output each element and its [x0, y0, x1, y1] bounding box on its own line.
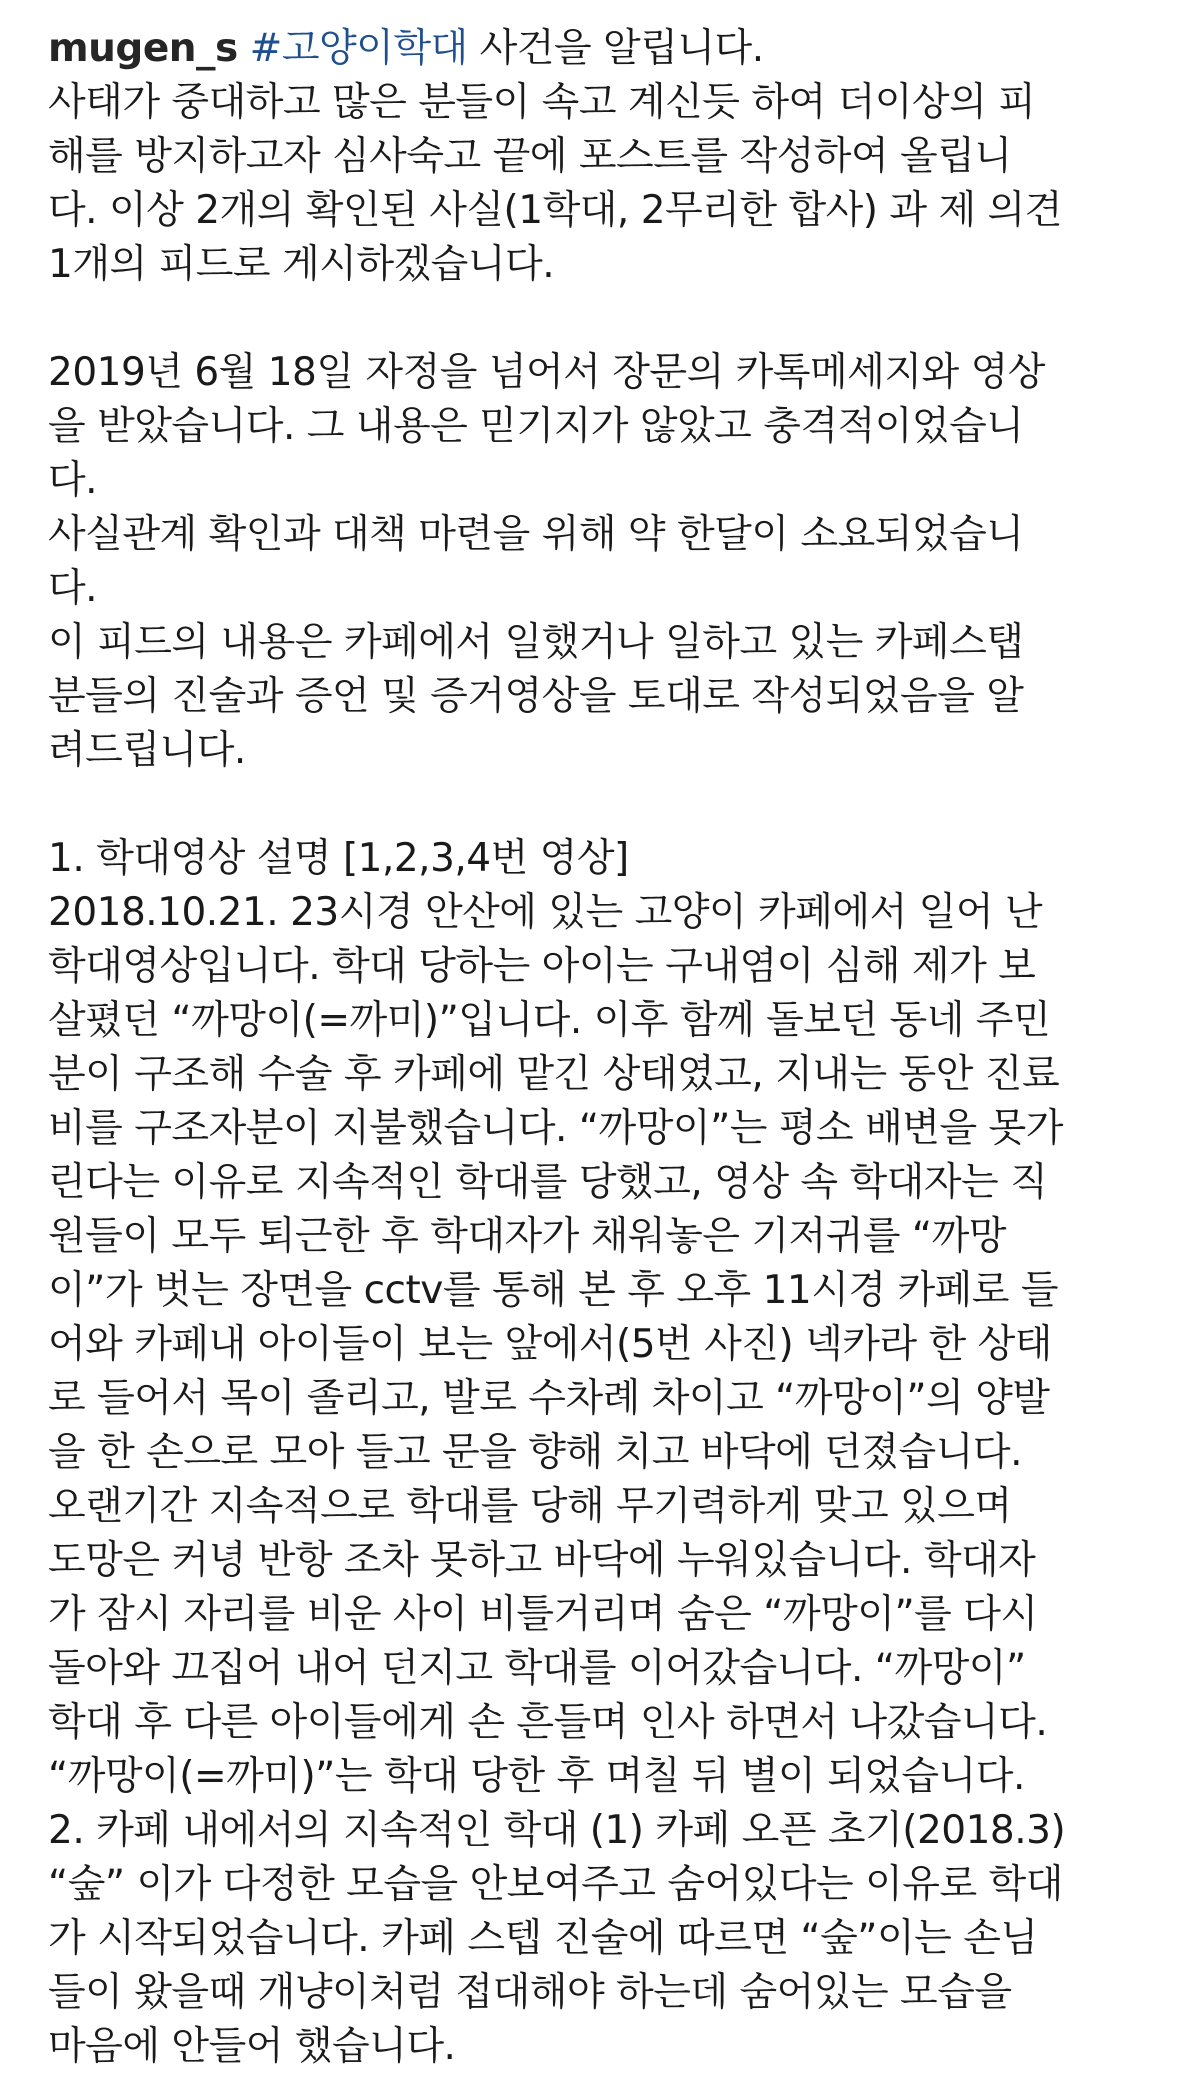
caption-line: 1. 학대영상 설명 [1,2,3,4번 영상] [48, 836, 629, 881]
caption-line: “숲” 이가 다정한 모습을 안보여주고 숨어있다는 이유로 학대 [48, 1862, 1063, 1907]
caption-line: 살폈던 “까망이(=까미)”입니다. 이후 함께 돌보던 동네 주민 [48, 998, 1051, 1043]
caption-line: 1개의 피드로 게시하겠습니다. [48, 242, 555, 287]
paragraph-break [48, 292, 1168, 346]
caption-line: 도망은 커녕 반항 조차 못하고 바닥에 누워있습니다. 학대자 [48, 1538, 1036, 1583]
caption-line: 가 잠시 자리를 비운 사이 비틀거리며 숨은 “까망이”를 다시 [48, 1592, 1038, 1637]
caption-line: 가 시작되었습니다. 카페 스텝 진술에 따르면 “숲”이는 손님 [48, 1916, 1038, 1961]
caption-line: 사실관계 확인과 대책 마련을 위해 약 한달이 소요되었습니 [48, 512, 1024, 557]
caption-line: 이 피드의 내용은 카페에서 일했거나 일하고 있는 카페스탭 [48, 620, 1024, 665]
caption-line: 마음에 안들어 했습니다. [48, 2024, 456, 2069]
caption-line: 린다는 이유로 지속적인 학대를 당했고, 영상 속 학대자는 직 [48, 1160, 1048, 1205]
caption-line: 해를 방지하고자 심사숙고 끝에 포스트를 작성하여 올립니 [48, 134, 1012, 179]
caption-line: 분이 구조해 수술 후 카페에 맡긴 상태였고, 지내는 동안 진료 [48, 1052, 1060, 1097]
caption-line: 로 들어서 목이 졸리고, 발로 수차례 차이고 “까망이”의 양발 [48, 1376, 1050, 1421]
caption-line: 다. 이상 2개의 확인된 사실(1학대, 2무리한 합사) 과 제 의견 [48, 188, 1062, 233]
caption-line: 학대 후 다른 아이들에게 손 흔들며 인사 하면서 나갔습니다. [48, 1700, 1048, 1745]
caption-body [48, 76, 1168, 2074]
paragraph-break [48, 778, 1168, 832]
caption-line: 오랜기간 지속적으로 학대를 당해 무기력하게 맞고 있으며 [48, 1484, 1012, 1529]
caption-line: 사태가 중대하고 많은 분들이 속고 계신듯 하여 더이상의 피 [48, 80, 1036, 125]
caption-line: 다. [48, 566, 98, 611]
caption-line: 다. [48, 458, 98, 503]
caption-line: 학대영상입니다. 학대 당하는 아이는 구내염이 심해 제가 보 [48, 944, 1036, 989]
caption-line: 2. 카페 내에서의 지속적인 학대 (1) 카페 오픈 초기(2018.3) [48, 1808, 1066, 1853]
caption-line: 어와 카페내 아이들이 보는 앞에서(5번 사진) 넥카라 한 상태 [48, 1322, 1052, 1367]
caption-text: 사건을 알립니다. [467, 26, 764, 71]
caption-line: 이”가 벗는 장면을 cctv를 통해 본 후 오후 11시경 카페로 들 [48, 1268, 1059, 1313]
caption-line: “까망이(=까미)”는 학대 당한 후 며칠 뒤 별이 되었습니다. [48, 1754, 1025, 1799]
post-caption [48, 22, 1168, 2074]
caption-line: 돌아와 끄집어 내어 던지고 학대를 이어갔습니다. “까망이” [48, 1646, 1026, 1691]
caption-line: 들이 왔을때 개냥이처럼 접대해야 하는데 숨어있는 모습을 [48, 1970, 1012, 2015]
caption-first-line [48, 22, 1168, 76]
caption-line: 비를 구조자분이 지불했습니다. “까망이”는 평소 배변을 못가 [48, 1106, 1063, 1151]
caption-line: 분들의 진술과 증언 및 증거영상을 토대로 작성되었음을 알 [48, 674, 1024, 719]
username-link[interactable]: mugen_s [48, 26, 238, 71]
caption-line: 2019년 6월 18일 자정을 넘어서 장문의 카톡메세지와 영상 [48, 350, 1045, 395]
caption-line: 2018.10.21. 23시경 안산에 있는 고양이 카페에서 일어 난 [48, 890, 1043, 935]
hashtag-link[interactable]: #고양이학대 [249, 26, 468, 71]
caption-line: 원들이 모두 퇴근한 후 학대자가 채워놓은 기저귀를 “까망 [48, 1214, 1006, 1259]
caption-line: 을 한 손으로 모아 들고 문을 향해 치고 바닥에 던졌습니다. [48, 1430, 1022, 1475]
caption-line: 려드립니다. [48, 728, 246, 773]
caption-line: 을 받았습니다. 그 내용은 믿기지가 않았고 충격적이었습니 [48, 404, 1024, 449]
